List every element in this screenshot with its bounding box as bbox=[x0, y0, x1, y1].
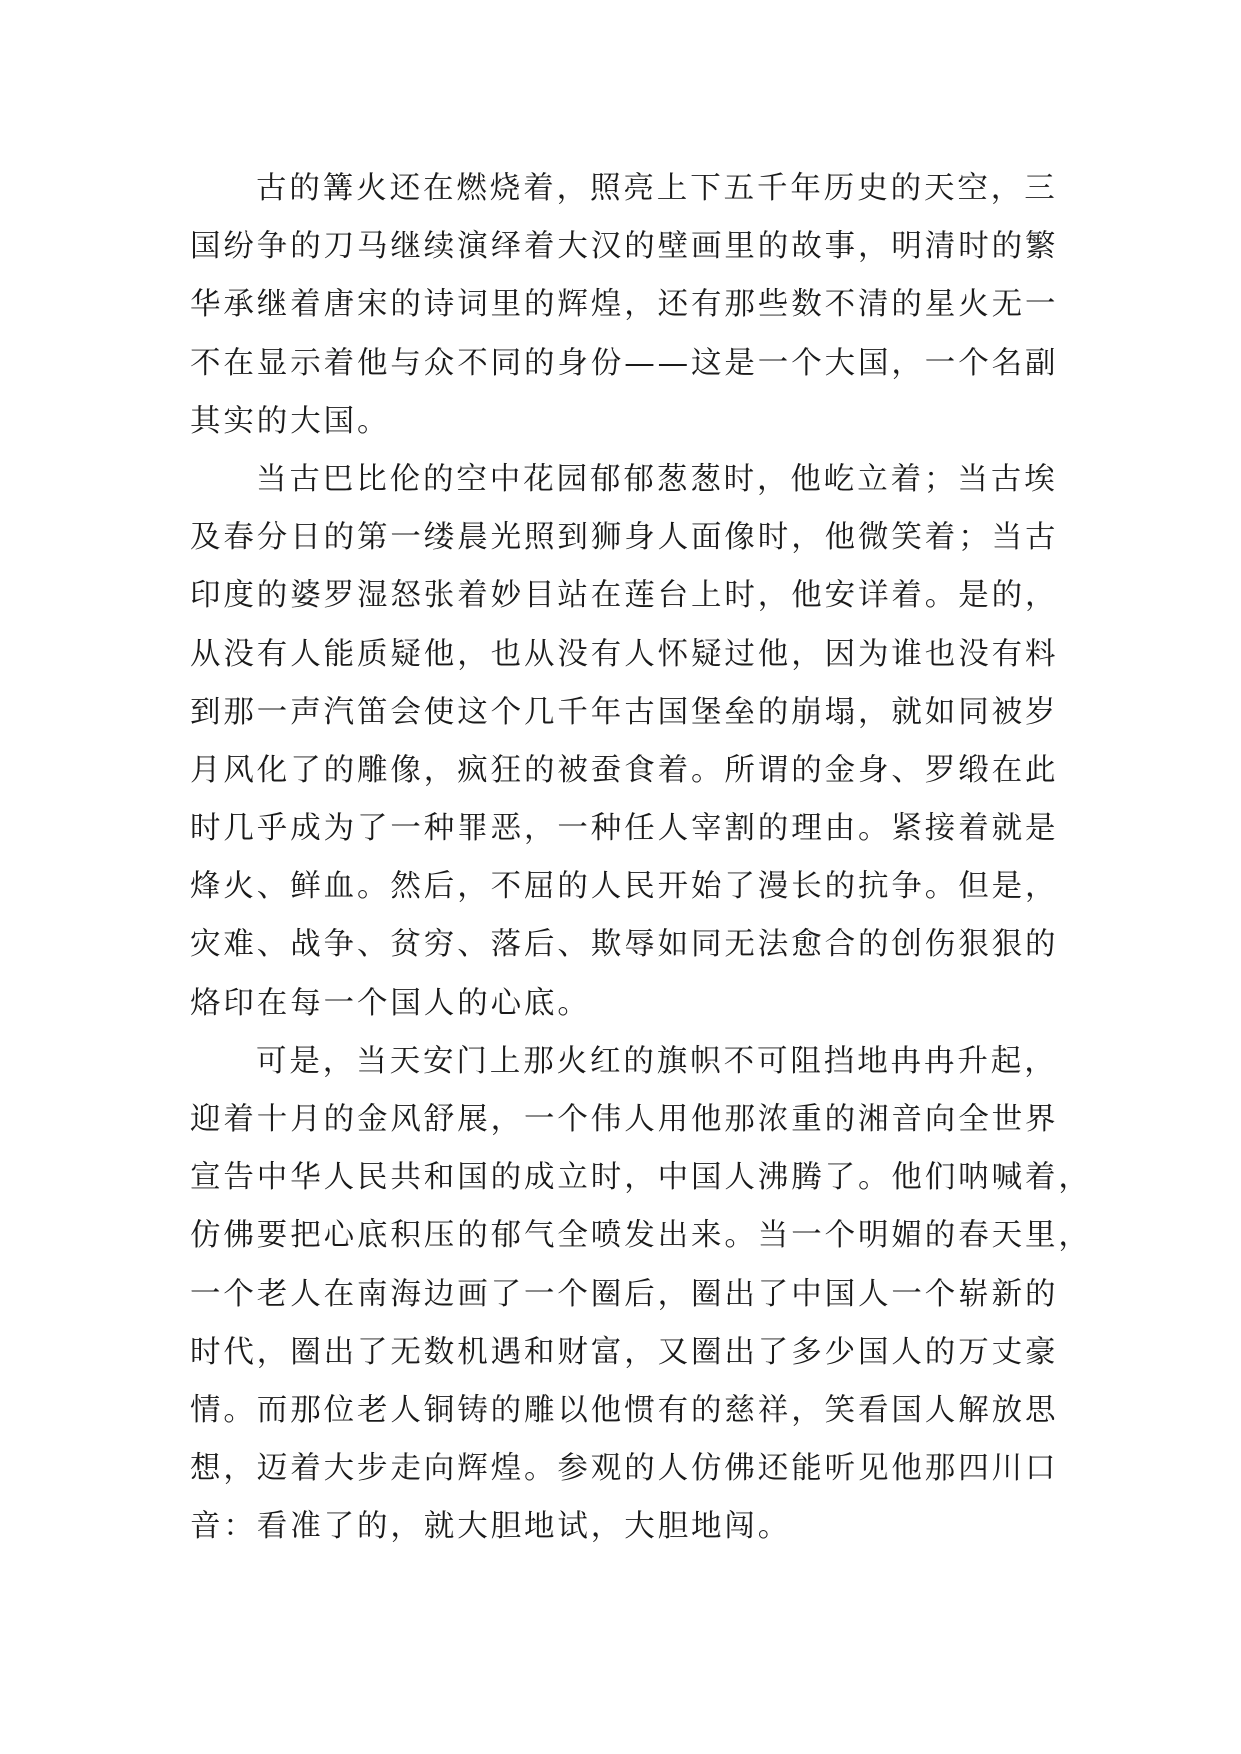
paragraph-line: 音：看准了的，就大胆地试，大胆地闯。 bbox=[190, 1509, 792, 1545]
paragraph-line: 可是，当天安门上那火红的旗帜不可阻挡地冉冉升起， bbox=[256, 1043, 1058, 1079]
paragraph-line: 当古巴比伦的空中花园郁郁葱葱时，他屹立着；当古埃 bbox=[256, 461, 1058, 497]
paragraph-line: 从没有人能质疑他，也从没有人怀疑过他，因为谁也没有料 bbox=[190, 636, 1059, 672]
paragraph-line: 华承继着唐宋的诗词里的辉煌，还有那些数不清的星火无一 bbox=[190, 287, 1059, 323]
paragraph-line: 灾难、战争、贫穷、落后、欺辱如同无法愈合的创伤狠狠的 bbox=[190, 927, 1059, 963]
paragraph-line: 迎着十月的金风舒展，一个伟人用他那浓重的湘音向全世界 bbox=[190, 1102, 1059, 1137]
paragraph-line: 烙印在每一个国人的心底。 bbox=[190, 985, 591, 1021]
paragraph-line: 其实的大国。 bbox=[190, 403, 391, 439]
paragraph-line: 月风化了的雕像，疯狂的被蚕食着。所谓的金身、罗缎在此 bbox=[190, 752, 1059, 788]
paragraph-2 bbox=[190, 451, 1059, 1033]
document-body bbox=[190, 160, 1092, 1557]
paragraph-3 bbox=[190, 1033, 1092, 1557]
paragraph-line: 古的篝火还在燃烧着，照亮上下五千年历史的天空，三 bbox=[256, 171, 1058, 206]
paragraph-line: 及春分日的第一缕晨光照到狮身人面像时，他微笑着；当古 bbox=[190, 520, 1059, 556]
paragraph-line: 想，迈着大步走向辉煌。参观的人仿佛还能听见他那四川口 bbox=[190, 1451, 1059, 1487]
paragraph-line: 不在显示着他与众不同的身份——这是一个大国，一个名副 bbox=[190, 345, 1059, 381]
paragraph-line: 烽火、鲜血。然后，不屈的人民开始了漫长的抗争。但是， bbox=[190, 869, 1059, 905]
paragraph-1 bbox=[190, 160, 1059, 451]
paragraph-line: 宣告中华人民共和国的成立时，中国人沸腾了。他们呐喊着， bbox=[190, 1160, 1092, 1196]
paragraph-line: 时代，圈出了无数机遇和财富，又圈出了多少国人的万丈豪 bbox=[190, 1334, 1059, 1370]
paragraph-line: 情。而那位老人铜铸的雕以他惯有的慈祥，笑看国人解放思 bbox=[190, 1392, 1059, 1428]
paragraph-line: 一个老人在南海边画了一个圈后，圈出了中国人一个崭新的 bbox=[190, 1276, 1059, 1312]
paragraph-line: 国纷争的刀马继续演绎着大汉的壁画里的故事，明清时的繁 bbox=[190, 229, 1059, 265]
paragraph-line: 印度的婆罗湿怒张着妙目站在莲台上时，他安详着。是的， bbox=[190, 578, 1059, 614]
paragraph-line: 到那一声汽笛会使这个几千年古国堡垒的崩塌，就如同被岁 bbox=[190, 694, 1059, 730]
paragraph-line: 时几乎成为了一种罪恶，一种任人宰割的理由。紧接着就是 bbox=[190, 811, 1059, 847]
paragraph-line: 仿佛要把心底积压的郁气全喷发出来。当一个明媚的春天里， bbox=[190, 1218, 1092, 1254]
